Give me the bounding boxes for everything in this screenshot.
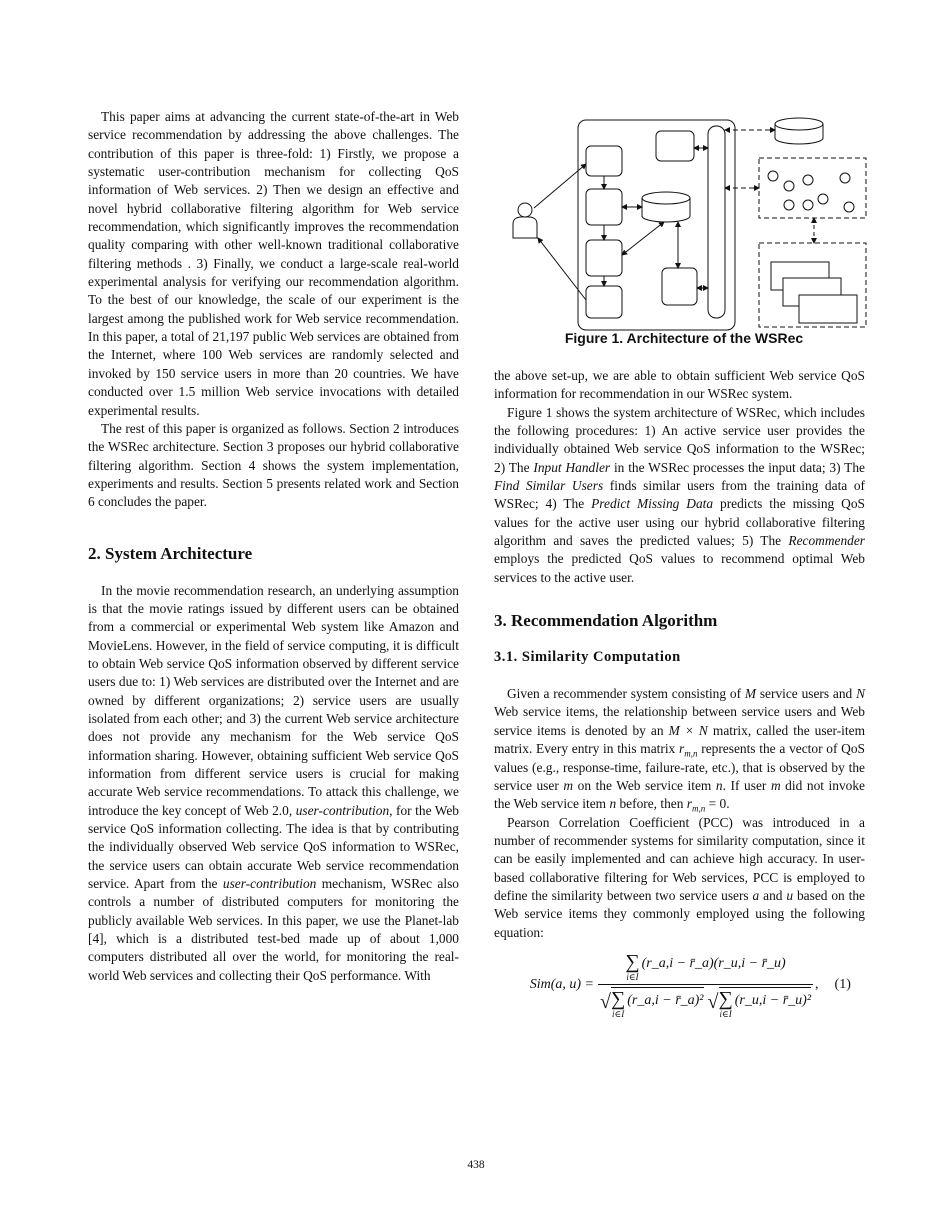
emphasized-text: n <box>715 777 723 793</box>
radical-sign-icon: √ <box>600 990 611 1013</box>
sum-index: i∈I <box>626 971 639 982</box>
text-segment: in the WSRec processes the input data; 3) The <box>610 459 865 475</box>
text-segment: before, then <box>616 796 687 812</box>
similarity-paragraphs <box>494 685 865 942</box>
page-number: 438 <box>467 1159 485 1171</box>
paragraph <box>494 685 865 813</box>
emphasized-text: M × N <box>668 722 708 738</box>
right-column <box>494 367 865 1019</box>
radicand-left <box>611 987 704 1019</box>
sum-symbol: ∑ <box>718 987 733 1010</box>
input-handler-box <box>586 146 622 176</box>
text-segment: represents the a vector of QoS values (e.g., response-time, failure-rate, etc.), that is observed by the service user <box>494 741 865 793</box>
section-heading-recommendation-algorithm: 3. Recommendation Algorithm <box>494 611 718 631</box>
radical-sign-icon: √ <box>707 990 719 1013</box>
emphasized-text: m <box>770 777 781 793</box>
predict-missing-data-box <box>586 240 622 276</box>
architecture-description <box>494 367 865 587</box>
equation-denominator <box>598 987 813 1019</box>
text-segment: did not invoke the Web service item <box>494 777 865 812</box>
equation-numerator <box>625 952 785 982</box>
sum-symbol: ∑ <box>610 987 626 1010</box>
emphasized-text: Input Handler <box>533 459 611 475</box>
training-data-database-icon <box>642 192 690 222</box>
equation-comma: , <box>815 977 819 993</box>
emphasized-text: M <box>744 686 757 702</box>
subsection-heading-similarity: 3.1. Similarity Computation <box>494 649 681 666</box>
text-segment: = 0. <box>705 796 730 812</box>
computer-node-icons <box>768 171 854 212</box>
section-heading-system-architecture: 2. System Architecture <box>88 543 253 563</box>
emphasized-text: m,n <box>692 803 706 814</box>
find-similar-users-box <box>586 189 622 225</box>
emphasized-text: user-contribution <box>222 876 317 892</box>
paragraph <box>88 582 459 986</box>
architecture-figure <box>494 108 874 348</box>
left-column <box>88 108 459 985</box>
text-segment: , for the Web service QoS information collecting. The idea is that by contributing the individually observed Web service QoS information to WSRec, the service users can obtain accurate Web service recommendation service. Apart from the <box>88 802 459 892</box>
bottom-module-box <box>662 268 697 305</box>
text-segment: the above set-up, we are able to obtain sufficient Web service QoS information for recommendation in our WSRec system. <box>494 368 865 402</box>
user-icon <box>513 203 537 238</box>
text-segment: Figure 1 shows the system architecture of WSRec, which includes the following procedures: 1) An active service user provides the individually obtained Web service QoS information to the WSRec; 2) The <box>494 404 865 475</box>
text-segment: matrix, called the user-item matrix. Every entry in this matrix <box>494 722 865 757</box>
equation-1 <box>494 952 865 1019</box>
external-database-icon <box>775 118 823 144</box>
text-segment: . If user <box>722 777 771 793</box>
paragraph <box>494 404 865 587</box>
text-segment: employs the predicted QoS values to recommend optimal Web services to the active user. <box>494 551 865 585</box>
emphasized-text: r <box>679 741 685 757</box>
paragraph <box>494 814 865 942</box>
emphasized-text: r <box>686 796 693 812</box>
denominator-left: (r_a,i − r̄_a)² <box>627 992 704 1008</box>
sum-index: i∈I <box>719 1008 732 1019</box>
sum-symbol: ∑ <box>625 950 640 973</box>
computer-nodes-region <box>759 158 866 218</box>
square-root-right <box>708 987 812 1019</box>
top-module-box <box>656 131 694 161</box>
sum-with-index <box>611 989 625 1019</box>
text-segment: Given a recommender system consisting of <box>507 686 745 702</box>
radicand-right <box>719 987 812 1019</box>
sum-with-index <box>625 952 639 982</box>
square-root-left <box>600 987 704 1019</box>
text-segment: service users and <box>756 686 857 702</box>
text-segment: and <box>759 887 787 903</box>
emphasized-text: u <box>786 887 794 903</box>
equation-fraction <box>598 952 813 1019</box>
emphasized-text: Recommender <box>788 533 865 549</box>
fraction-bar <box>598 984 813 985</box>
web-service-bus <box>708 126 725 318</box>
web-service-card <box>799 295 857 323</box>
text-segment: In the movie recommendation research, an underlying assumption is that the movie ratings issued by different users can be obtained from a commercial or experimental Web system like Amazon and MovieLens. However, in the field of service computing, it is difficult to obtain Web service QoS information observed by different service users due to: 1) Web services are distributed over the Internet and are owned by different organizations; 2) service users are usually isolated from each other; and 3) the current Web service architecture does not provide any mechanism for the Web service QoS information sharing. However, obtaining sufficient Web service QoS information from different service users is crucial for making accurate Web service recommendations. To attack this challenge, we introduce the key concept of Web 2.0, <box>88 582 459 818</box>
emphasized-text: a <box>752 887 760 903</box>
emphasized-text: m,n <box>684 748 698 759</box>
system-architecture-paragraphs <box>88 582 459 986</box>
emphasized-text: N <box>856 686 865 702</box>
paragraph <box>88 420 459 512</box>
paragraph <box>494 367 865 404</box>
sum-with-index <box>719 989 733 1019</box>
denominator-right: (r_u,i − r̄_u)² <box>734 992 812 1008</box>
text-segment: finds similar users from the training data of WSRec; 4) The <box>494 478 865 512</box>
paragraph <box>88 108 459 420</box>
emphasized-text: Predict Missing Data <box>591 496 714 512</box>
emphasized-text: n <box>609 796 617 812</box>
recommender-box <box>586 286 622 318</box>
equation-lhs: Sim(a, u) = <box>529 977 594 993</box>
numerator-text: (r_a,i − r̄_a)(r_u,i − r̄_u) <box>641 955 786 971</box>
sum-index: i∈I <box>612 1008 625 1019</box>
text-segment: Web service items, the relationship between service users and Web service items is denoted by an <box>494 704 865 738</box>
emphasized-text: Find Similar Users <box>494 478 604 494</box>
emphasized-text: m <box>563 777 574 793</box>
text-segment: predicts the missing QoS values for the active user using our hybrid collaborative filtering algorithm and saves the predicted values; 5) The <box>494 496 865 549</box>
text-segment: mechanism, WSRec also controls a number of distributed computers for monitoring the publicly available Web services. In this paper, we use the Planet-lab [4], which is a distributed test-bed made up of about 1,000 computers distributed all over the world, for monitoring the real-world Web services and collecting their QoS performance. With <box>88 876 460 983</box>
intro-paragraphs <box>88 108 459 512</box>
text-segment: The rest of this paper is organized as follows. Section 2 introduces the WSRec architecture. Section 3 proposes our hybrid collaborative filtering algorithm. Section 4 shows the system implementation, experiments and results. Section 5 presents related work and Section 6 concludes the paper. <box>88 420 459 510</box>
text-segment: Pearson Correlation Coefficient (PCC) was introduced in a number of recommender systems for similarity computation, since it can be easily implemented and can achieve high accuracy. In user-based collaborative filtering for Web services, PCC is employed to define the similarity between two service users <box>494 814 865 903</box>
text-segment: This paper aims at advancing the current state-of-the-art in Web service recommendation by addressing the above challenges. The contribution of this paper is three-fold: 1) Firstly, we propose a systematic user-contribution mechanism for collecting QoS information of Web services. 2) Then we design an effective and novel hybrid collaborative filtering algorithm for Web service recommendation, which significantly improves the recommendation quality comparing with other well-known traditional collaborative filtering methods . 3) Finally, we conduct a large-scale real-world experimental analysis for verifying our recommendation algorithm. To the best of our knowledge, the scale of our experiment is the largest among the published work for Web service recommendation. In this paper, a total of 21,197 public Web services are obtained from the Internet, where 100 Web services are randomly selected and invoked by 150 service users in more than 20 countries. We have conducted over 1.5 million Web service invocations with detailed experimental results. <box>88 109 459 418</box>
text-segment: on the Web service item <box>573 777 716 793</box>
figure-caption: Figure 1. Architecture of the WSRec <box>564 330 804 346</box>
text-segment: based on the Web service items they commonly employed using the following equation: <box>494 887 865 940</box>
emphasized-text: user-contribution <box>295 802 390 818</box>
equation-number: (1) <box>834 977 851 993</box>
